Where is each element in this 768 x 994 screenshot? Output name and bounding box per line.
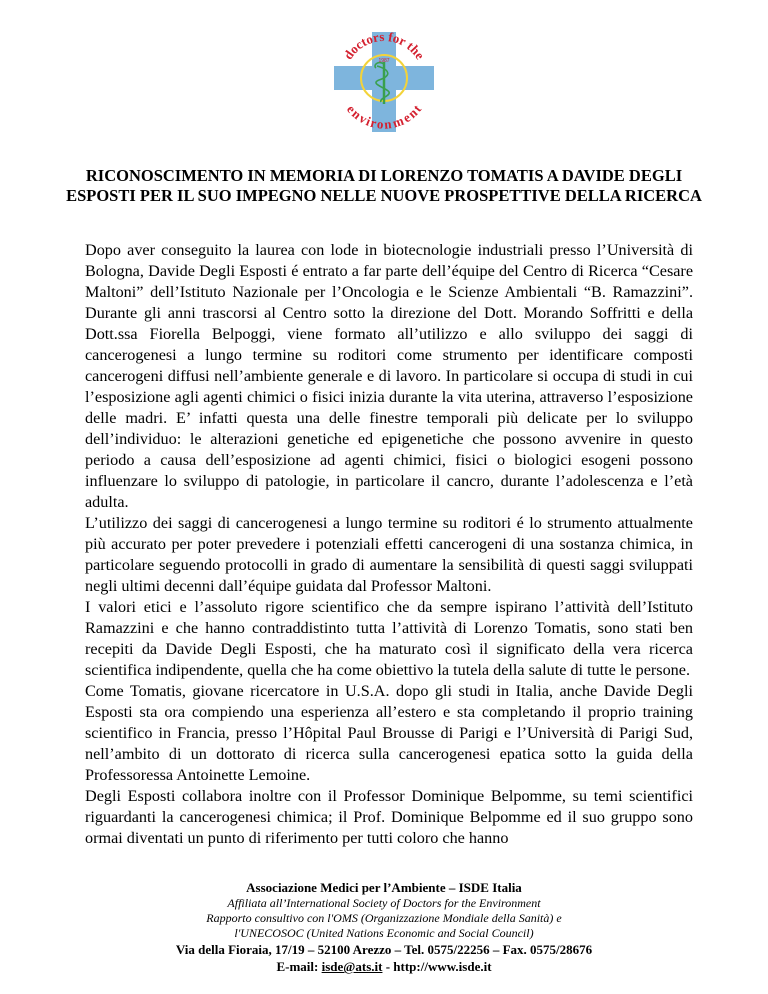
footer-affiliation: Affiliata all’International Society of Doctors for the Environment: [227, 896, 541, 910]
paragraph: L’utilizzo dei saggi di cancerogenesi a lungo termine su roditori é lo strumento attualmente più accurato per poter prevedere i potenziali effetti cancerogeni di una sostanza chimica, in particolare seguendo protocolli in grado di aumentare la sensibilità di questi saggi sviluppati negli ultimi decenni dall’équipe guidata dal Professor Maltoni.: [85, 514, 693, 595]
document-title: RICONOSCIMENTO IN MEMORIA DI LORENZO TOMATIS A DAVIDE DEGLI ESPOSTI PER IL SUO IMPEGNO NELLE NUOVE PROSPETTIVE DELLA RICERCA: [66, 166, 702, 205]
footer-contacts: [110, 958, 658, 975]
paragraph: I valori etici e l’assoluto rigore scientifico che da sempre ispirano l’attività dell’Istituto Ramazzini e che hanno contraddistinto tutta l’attività di Lorenzo Tomatis, sono stati ben recepiti da Davide Degli Esposti, che ha maturato così il significato della vera ricerca scientifica indipendente, quella che ha come obiettivo la tutela della salute di tutte le persone.: [85, 598, 693, 679]
email-label: E-mail:: [276, 959, 319, 974]
document-body: [85, 240, 693, 849]
paragraph: Dopo aver conseguito la laurea con lode in biotecnologie industriali presso l’Università di Bologna, Davide Degli Esposti é entrato a far parte dell’équipe del Centro di Ricerca “Cesare Maltoni” dell’Istituto Nazionale per l’Oncologia e le Scienze Ambientali “B. Ramazzini”. Durante gli anni trascorsi al Centro sotto la direzione del Dott. Morando Soffritti e della Dott.ssa Fiorella Belpoggi, viene formato all’utilizzo e allo sviluppo dei saggi di cancerogenesi a lungo termine su roditori come strumento per identificare composti cancerogeni diffusi nell’ambiente generale e di lavoro. In particolare si occupa di studi in cui l’esposizione agli agenti chimici o fisici inizia durante la vita uterina, attraverso l’esposizione delle madri. E’ infatti questa una delle finestre temporali più delicate per lo sviluppo dell’individuo: le alterazioni genetiche ed epigenetiche che possono avvenire in questo periodo a causa dell’esposizione ad agenti chimici, fisici o biologici esogeni possono influenzare lo sviluppo di patologie, in particolare il cancro, durante l’adolescenza e l’età adulta.: [85, 241, 693, 511]
footer-affiliation: Rapporto consultivo con l'OMS (Organizzazione Mondiale della Sanità) e: [206, 911, 562, 925]
footer-affiliation: l'UNECOSOC (United Nations Economic and Social Council): [234, 926, 534, 940]
footer-address: Via della Fioraia, 17/19 – 52100 Arezzo – Tel. 0575/22256 – Fax. 0575/28676: [175, 942, 593, 957]
logo-text-bottom: environment: [343, 101, 425, 132]
logo-year: 1987: [378, 58, 390, 64]
website-link[interactable]: http://www.isde.it: [393, 959, 492, 974]
logo-text-top: doctors for the: [340, 28, 428, 63]
doctors-for-the-environment-logo: [329, 14, 439, 142]
paragraph: Degli Esposti collabora inoltre con il Professor Dominique Belpomme, su temi scientifici riguardanti la cancerogenesi chimica; il Prof. Dominique Belpomme ed il suo gruppo sono ormai diventati un punto di riferimento per tutti coloro che hanno: [85, 787, 693, 847]
footer-organization: Associazione Medici per l’Ambiente – ISDE Italia: [246, 880, 522, 895]
footer: [110, 879, 658, 975]
email-link[interactable]: isde@ats.it: [321, 959, 383, 974]
separator: -: [385, 959, 391, 974]
paragraph: Come Tomatis, giovane ricercatore in U.S.A. dopo gli studi in Italia, anche Davide Degli Esposti sta ora compiendo una esperienza all’estero e sta completando il proprio training scientifico in Francia, presso l’Hôpital Paul Brousse di Parigi e l’Università di Parigi Sud, nell’ambito di un dottorato di ricerca sulla cancerogenesi epatica sotto la guida della Professoressa Antoinette Lemoine.: [85, 682, 693, 784]
